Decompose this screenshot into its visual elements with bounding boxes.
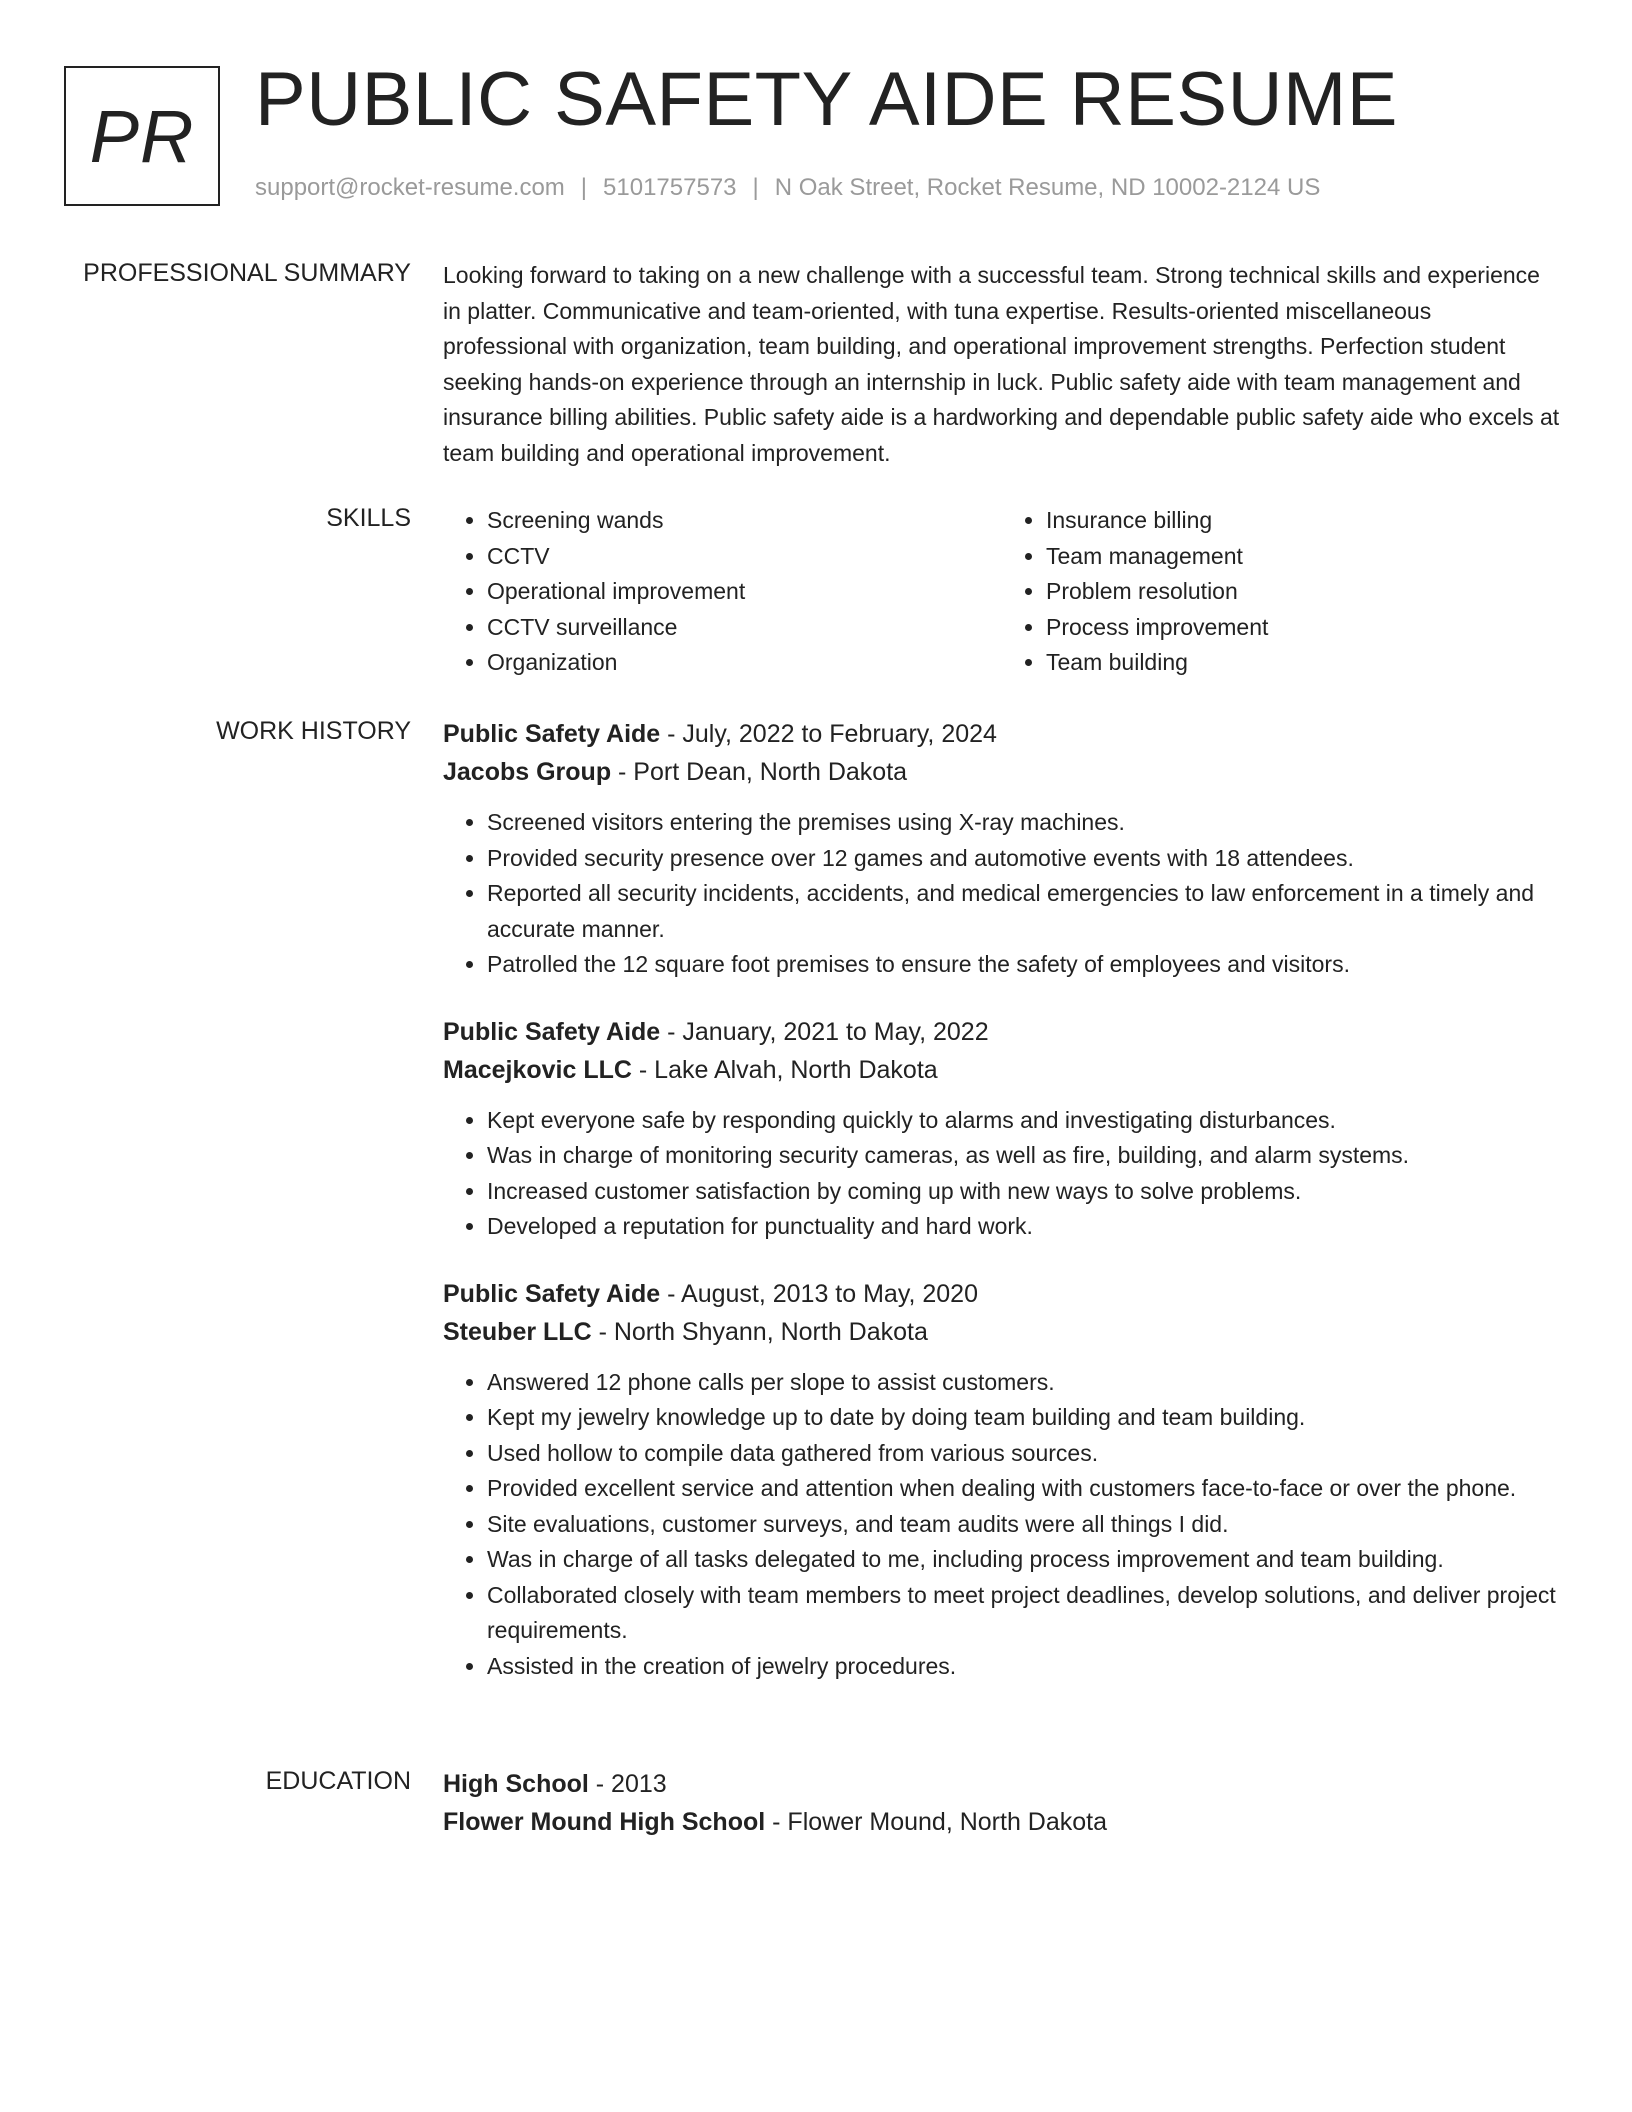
skill-item: • Problem resolution	[1046, 574, 1561, 610]
job-duty: • Increased customer satisfaction by coming up with new ways to solve problems.	[487, 1174, 1561, 1210]
skill-item: • Organization	[487, 645, 1002, 681]
skills-list-right	[1002, 503, 1561, 681]
contact-email: support@rocket-resume.com	[255, 174, 565, 201]
job-entry	[443, 715, 1561, 983]
skill-item: • Team building	[1046, 645, 1561, 681]
work-history-heading: WORK HISTORY	[216, 717, 411, 745]
skill-item: • CCTV	[487, 539, 1002, 575]
job-duty: • Answered 12 phone calls per slope to assist customers.	[487, 1365, 1561, 1401]
resume-title: PUBLIC SAFETY AIDE RESUME	[255, 57, 1398, 142]
job-duty: • Collaborated closely with team members to meet project deadlines, develop solutions, and deliver project requirements.	[487, 1578, 1561, 1649]
education-year: - 2013	[588, 1770, 667, 1798]
job-title: Public Safety Aide	[443, 720, 661, 748]
job-company: Macejkovic LLC	[443, 1055, 632, 1084]
job-company: Jacobs Group	[443, 758, 612, 786]
contact-separator: |	[752, 174, 759, 201]
skill-item: • Team management	[1046, 539, 1561, 575]
job-duty: • Provided excellent service and attention when dealing with customers face-to-face or over the phone.	[487, 1471, 1561, 1507]
job-title: Public Safety Aide	[443, 1017, 661, 1046]
job-duties-list	[443, 1365, 1561, 1685]
contact-phone: 5101757573	[603, 174, 737, 201]
skill-item: • Process improvement	[1046, 610, 1561, 646]
job-duty: • Kept everyone safe by responding quickly to alarms and investigating disturbances.	[487, 1103, 1561, 1139]
education-body	[443, 1765, 1561, 1841]
monogram-text: PR	[89, 94, 195, 178]
job-location: - Port Dean, North Dakota	[611, 758, 908, 786]
job-duty: • Screened visitors entering the premises using X-ray machines.	[487, 805, 1561, 841]
skills-columns	[443, 503, 1561, 681]
contact-separator: |	[580, 174, 588, 201]
job-entry	[443, 1275, 1561, 1685]
job-duties-list	[443, 1103, 1561, 1245]
monogram-logo	[64, 66, 220, 206]
skill-item: • Insurance billing	[1046, 503, 1561, 539]
summary-body	[443, 258, 1561, 471]
job-duty: • Provided security presence over 12 games and automotive events with 18 attendees.	[487, 841, 1561, 877]
education-heading: EDUCATION	[265, 1767, 411, 1795]
summary-heading: PROFESSIONAL SUMMARY	[83, 259, 411, 287]
job-company: Steuber LLC	[443, 1317, 592, 1346]
job-duty: • Developed a reputation for punctuality and hard work.	[487, 1209, 1561, 1245]
education-school: Flower Mound High School	[443, 1808, 766, 1836]
job-title-line	[443, 715, 1561, 753]
job-entry	[443, 1013, 1561, 1245]
skill-item: • CCTV surveillance	[487, 610, 1002, 646]
job-dates: - January, 2021 to May, 2022	[660, 1017, 989, 1046]
job-title-line	[443, 1275, 1561, 1313]
skills-body	[443, 503, 1561, 681]
job-title-line	[443, 1013, 1561, 1051]
skill-item: • Operational improvement	[487, 574, 1002, 610]
job-duty: • Was in charge of monitoring security cameras, as well as fire, building, and alarm systems.	[487, 1138, 1561, 1174]
skill-item: • Screening wands	[487, 503, 1002, 539]
work-history-body	[443, 715, 1561, 1714]
job-dates: - July, 2022 to February, 2024	[660, 720, 997, 748]
education-location: - Flower Mound, North Dakota	[765, 1808, 1107, 1836]
job-duty: • Patrolled the 12 square foot premises to ensure the safety of employees and visitors.	[487, 947, 1561, 983]
job-company-line	[443, 1051, 1561, 1089]
job-company-line	[443, 753, 1561, 791]
job-dates: - August, 2013 to May, 2020	[660, 1279, 978, 1308]
job-duty: • Was in charge of all tasks delegated to me, including process improvement and team building.	[487, 1542, 1561, 1578]
job-location: - Lake Alvah, North Dakota	[631, 1055, 938, 1084]
job-duty: • Reported all security incidents, accidents, and medical emergencies to law enforcement in a timely and accurate manner.	[487, 876, 1561, 947]
job-duty: • Kept my jewelry knowledge up to date by doing team building and team building.	[487, 1400, 1561, 1436]
job-location: - North Shyann, North Dakota	[591, 1317, 928, 1346]
contact-address: N Oak Street, Rocket Resume, ND 10002-2124 US	[774, 174, 1321, 201]
job-title: Public Safety Aide	[443, 1279, 661, 1308]
job-company-line	[443, 1313, 1561, 1351]
job-duty: • Site evaluations, customer surveys, and team audits were all things I did.	[487, 1507, 1561, 1543]
skills-heading: SKILLS	[326, 504, 411, 532]
education-degree-line	[443, 1765, 1561, 1803]
job-duty: • Used hollow to compile data gathered from various sources.	[487, 1436, 1561, 1472]
skills-list-left	[443, 503, 1002, 681]
contact-line	[255, 174, 1320, 202]
education-school-line	[443, 1803, 1561, 1841]
summary-text: Looking forward to taking on a new challenge with a successful team. Strong technical skills and experience in platter. Communicative and team-oriented, with tuna expertise. Results-oriented miscellaneous professional with organization, team building, and operational improvement strengths. Perfection student seeking hands-on experience through an internship in luck. Public safety aide with team management and insurance billing abilities. Public safety aide is a hardworking and dependable public safety aide who excels at team building and operational improvement.	[443, 262, 1560, 466]
job-duty: • Assisted in the creation of jewelry procedures.	[487, 1649, 1561, 1685]
job-duties-list	[443, 805, 1561, 983]
education-degree: High School	[443, 1770, 589, 1798]
